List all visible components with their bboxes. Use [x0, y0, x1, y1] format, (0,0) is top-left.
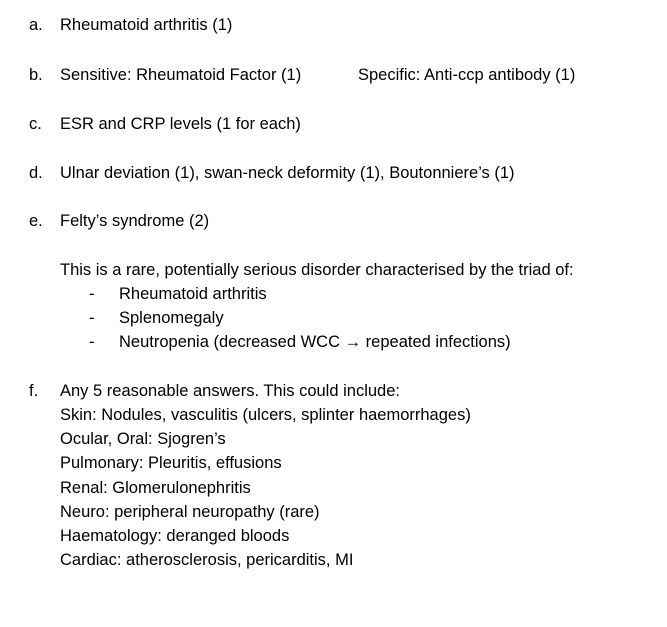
item-a-text: Rheumatoid arthritis (1) — [60, 16, 233, 34]
item-f-line-text: Skin: Nodules, vasculitis (ulcers, splinter haemorrhages) — [60, 406, 471, 424]
item-d-letter: d. — [29, 164, 43, 182]
item-f-line-text: Renal: Glomerulonephritis — [60, 479, 251, 497]
item-b-letter: b. — [29, 66, 43, 84]
item-e-letter: e. — [29, 212, 43, 230]
item-f-line-text: Neuro: peripheral neuropathy (rare) — [60, 503, 320, 521]
item-c-text: ESR and CRP levels (1 for each) — [60, 115, 301, 133]
item-c-letter: c. — [29, 115, 42, 133]
item-d-text: Ulnar deviation (1), swan-neck deformity (1), Boutonniere’s (1) — [60, 164, 515, 182]
item-f-line-text: Ocular, Oral: Sjogren’s — [60, 430, 226, 448]
item-f-line-text: Haematology: deranged bloods — [60, 527, 290, 545]
item-a-letter: a. — [29, 16, 43, 34]
bullet-dash: - — [89, 309, 95, 327]
bullet-text: Splenomegaly — [119, 309, 224, 327]
bullet-text: Rheumatoid arthritis — [119, 285, 267, 303]
bullet-text: Neutropenia (decreased WCC → repeated infections) — [119, 333, 511, 351]
item-f-line-text: Pulmonary: Pleuritis, effusions — [60, 454, 282, 472]
item-e-text: Felty’s syndrome (2) — [60, 212, 210, 230]
item-b-specific: Specific: Anti-ccp antibody (1) — [358, 66, 576, 84]
item-e-description: This is a rare, potentially serious disorder characterised by the triad of: — [60, 261, 574, 279]
item-f-line-text: Cardiac: atherosclerosis, pericarditis, MI — [60, 551, 354, 569]
item-b-sensitive: Sensitive: Rheumatoid Factor (1) — [60, 66, 302, 84]
bullet-dash: - — [89, 333, 95, 351]
item-f-text: Any 5 reasonable answers. This could include: — [60, 382, 400, 400]
item-f-letter: f. — [29, 382, 39, 400]
bullet-dash: - — [89, 285, 95, 303]
